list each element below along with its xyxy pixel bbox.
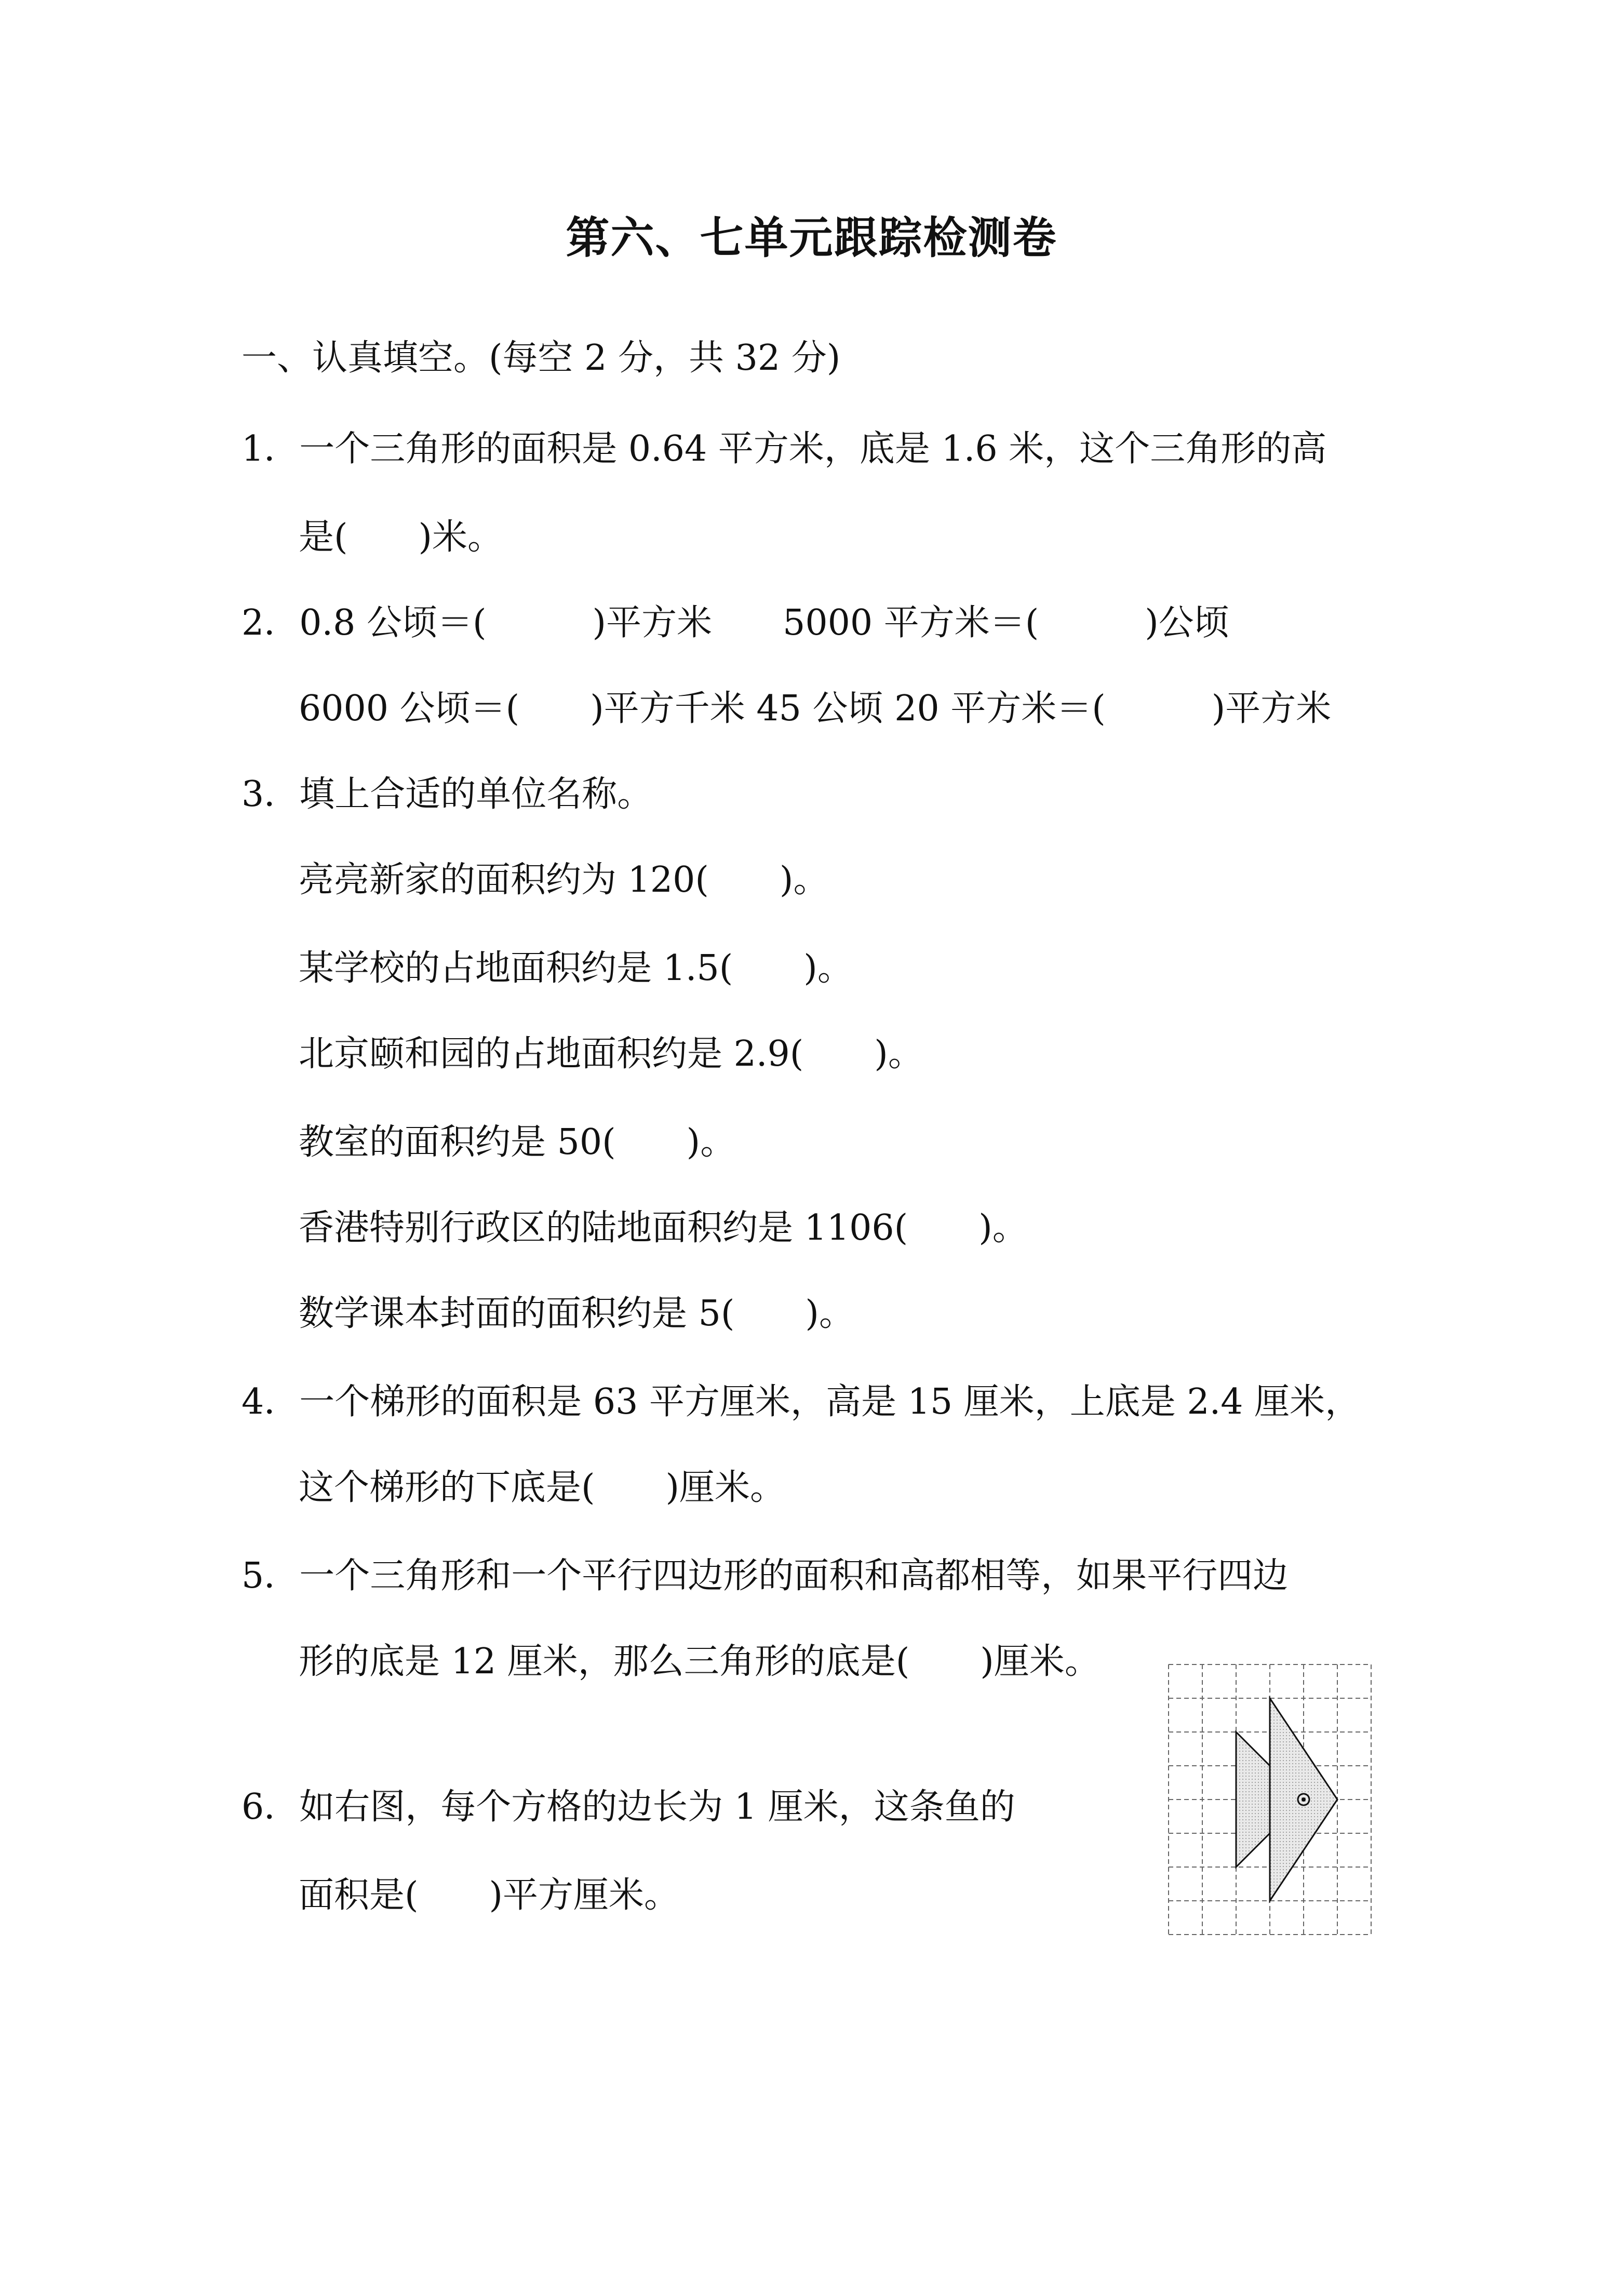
question-2-line-1: 2．0.8 公顷＝( )平方米 5000 平方米＝( )公顷 — [242, 602, 1229, 643]
section-heading: 一、认真填空。(每空 2 分，共 32 分) — [242, 338, 841, 379]
fish-tail — [1236, 1732, 1270, 1867]
question-1-line-1: 1．一个三角形的面积是 0.64 平方米，底是 1.6 米，这个三角形的高 — [242, 428, 1327, 469]
question-5-line-1: 5．一个三角形和一个平行四边形的面积和高都相等，如果平行四边 — [242, 1555, 1289, 1596]
question-2-line-2: 6000 公顷＝( )平方千米 45 公顷 20 平方米＝( )平方米 — [299, 688, 1332, 729]
question-4-line-2: 这个梯形的下底是( )厘米。 — [299, 1467, 786, 1508]
question-3-item: 北京颐和园的占地面积约是 2.9( )。 — [299, 1033, 923, 1075]
question-1-line-2: 是( )米。 — [299, 517, 503, 558]
question-3-intro: 3．填上合适的单位名称。 — [242, 774, 653, 815]
question-6-line-2: 面积是( )平方厘米。 — [299, 1875, 680, 1916]
question-3-item: 教室的面积约是 50( )。 — [299, 1122, 736, 1163]
fish-grid-figure — [1163, 1659, 1376, 1940]
question-4-line-1: 4．一个梯形的面积是 63 平方厘米，高是 15 厘米，上底是 2.4 厘米， — [242, 1381, 1361, 1422]
question-6-line-1: 6．如右图，每个方格的边长为 1 厘米，这条鱼的 — [242, 1787, 1015, 1828]
question-3-item: 亮亮新家的面积约为 120( )。 — [299, 860, 829, 901]
question-5-line-2: 形的底是 12 厘米，那么三角形的底是( )厘米。 — [299, 1641, 1100, 1682]
question-3-item: 香港特别行政区的陆地面积约是 1106( )。 — [299, 1207, 1028, 1248]
question-3-item: 数学课本封面的面积约是 5( )。 — [299, 1293, 854, 1334]
question-3-item: 某学校的占地面积约是 1.5( )。 — [299, 948, 853, 989]
page-title: 第六、七单元跟踪检测卷 — [566, 212, 1057, 263]
